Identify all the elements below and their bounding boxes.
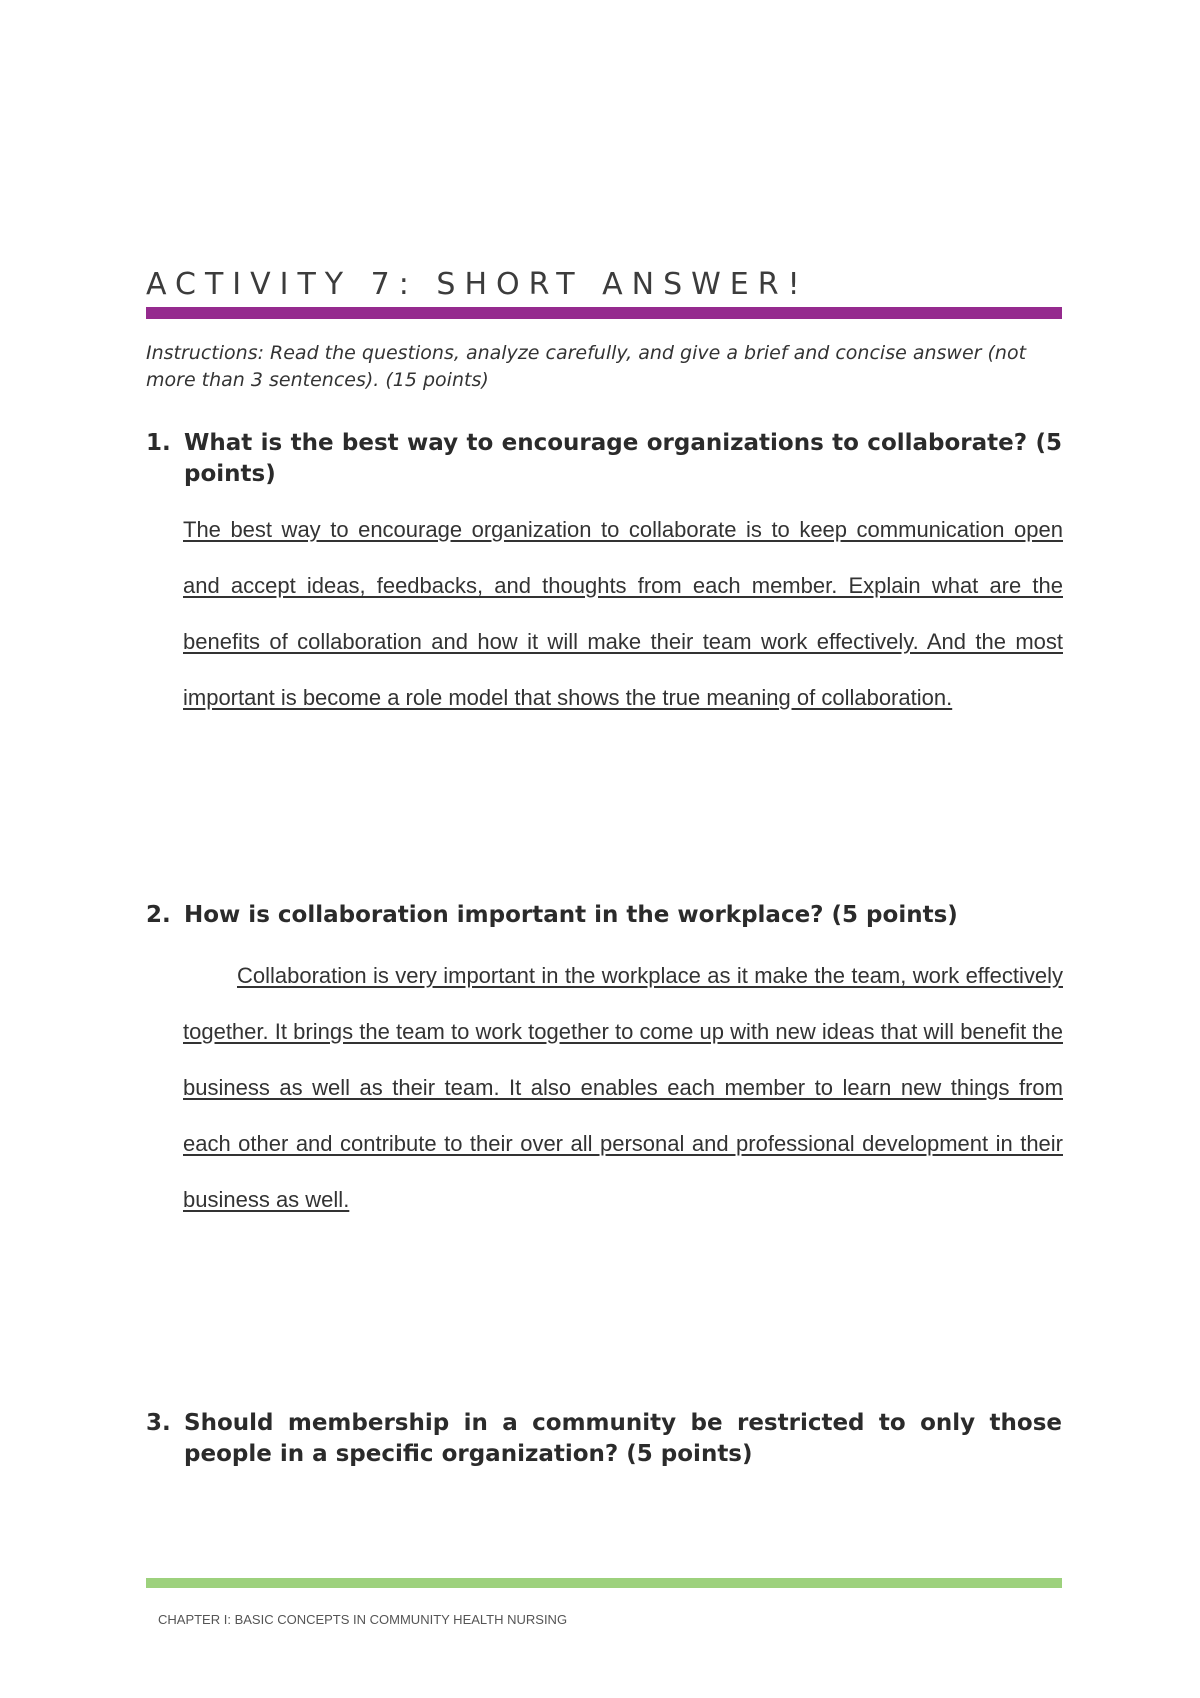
question-2: [146, 900, 1062, 931]
question-3-number: 3.: [146, 1410, 171, 1436]
question-1-text: What is the best way to encourage organizations to collaborate? (5 points): [184, 430, 1062, 487]
answer-2: Collaboration is very important in the workplace as it make the team, work effectively together. It brings the team to work together to come up with new ideas that will benefit the business as well as their team. It also enables each member to learn new things from each other and contribute to their over all personal and professional development in their business as well.: [183, 963, 1063, 1212]
question-1: [146, 428, 1062, 490]
footer-chapter-title: CHAPTER I: BASIC CONCEPTS IN COMMUNITY HEALTH NURSING: [158, 1612, 568, 1627]
footer-divider: [146, 1578, 1062, 1588]
instructions-text: Instructions: Read the questions, analyze carefully, and give a brief and concise answer (not more than 3 sentences). (15 points): [146, 342, 1027, 391]
question-2-number: 2.: [146, 902, 171, 928]
question-1-number: 1.: [146, 430, 171, 456]
question-2-text: How is collaboration important in the workplace? (5 points): [184, 902, 958, 928]
page-title: ACTIVITY 7: SHORT ANSWER!: [146, 267, 809, 302]
question-3-text: Should membership in a community be restricted to only those people in a specific organization? (5 points): [184, 1410, 1062, 1467]
answer-1: The best way to encourage organization to collaborate is to keep communication open and accept ideas, feedbacks, and thoughts from each member. Explain what are the benefits of collaboration and how it will make their team work effectively. And the most important is become a role model that shows the true meaning of collaboration.: [183, 517, 1063, 710]
title-divider: [146, 307, 1062, 319]
question-3: [146, 1408, 1062, 1470]
